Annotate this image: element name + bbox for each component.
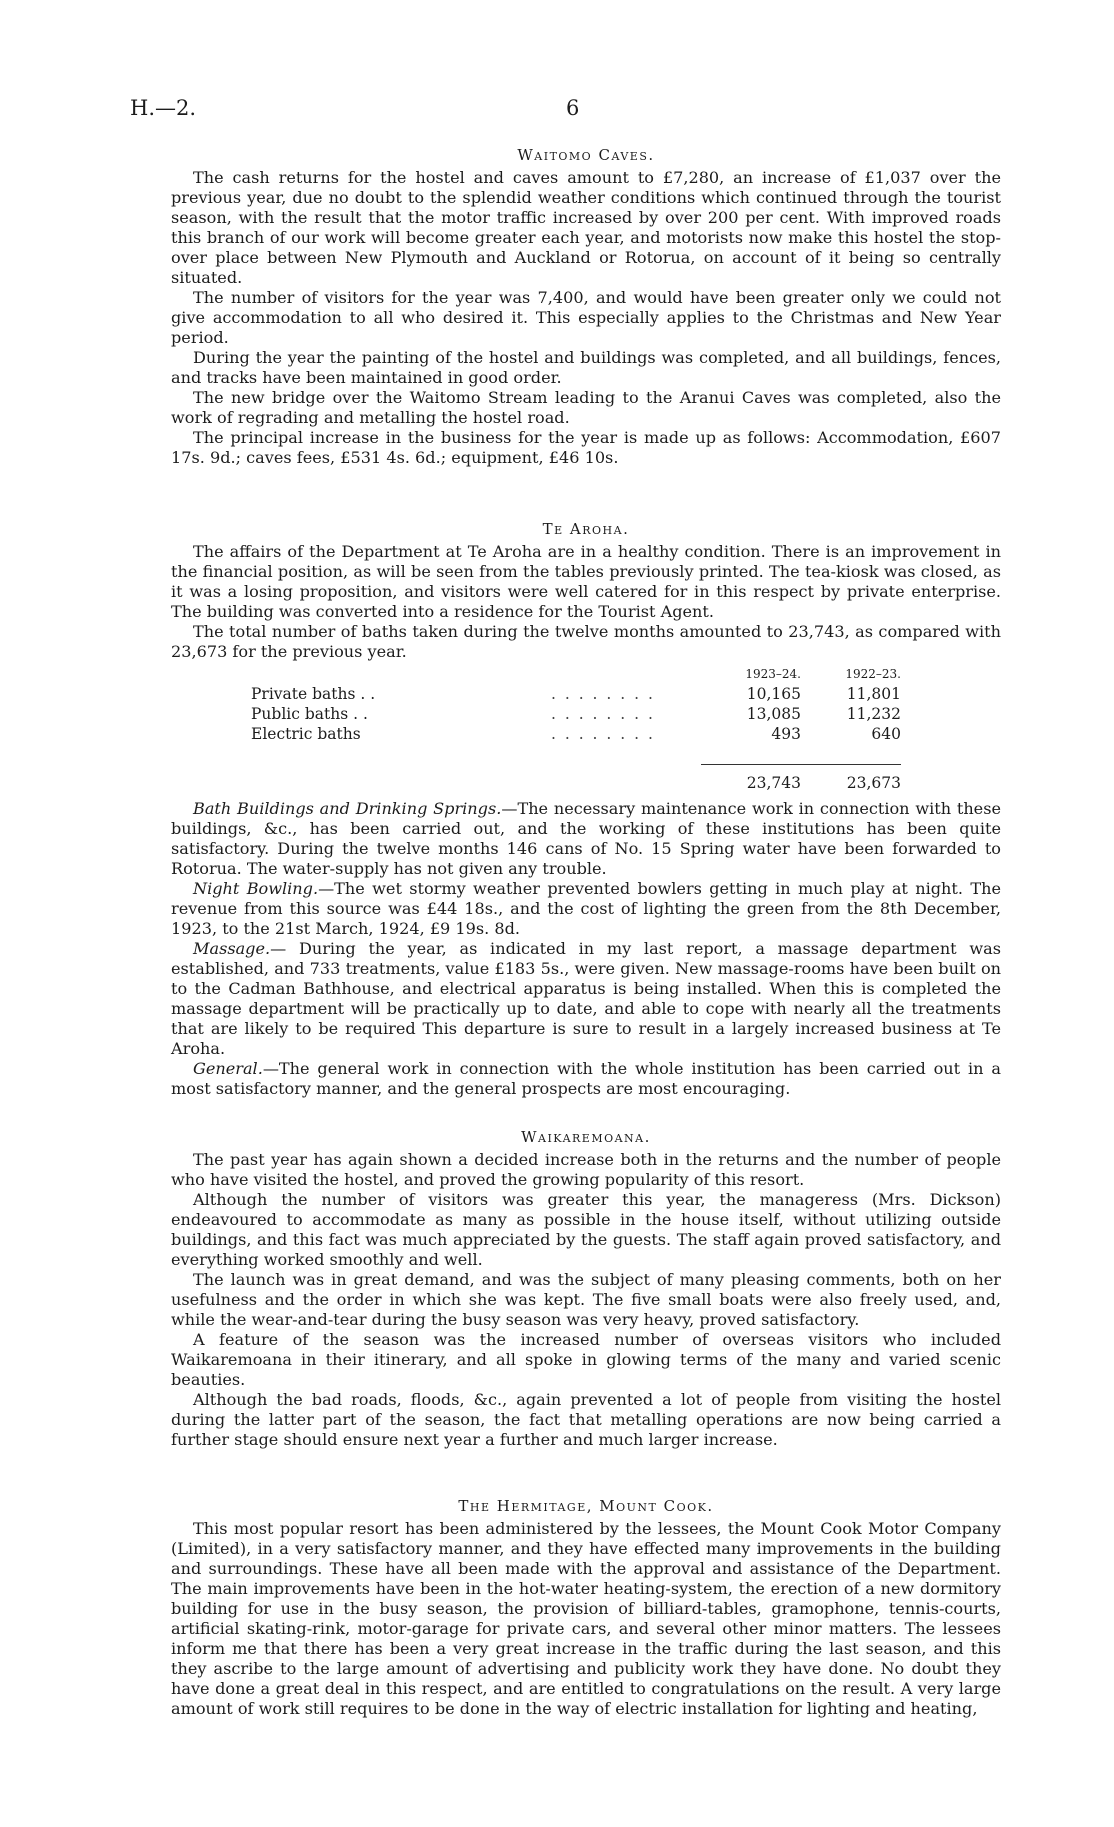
- paragraph: [171, 799, 1001, 879]
- cell-value: 11,801: [846, 685, 901, 703]
- cell-value: 11,232: [846, 705, 901, 723]
- section-hermitage: [171, 1497, 1001, 1719]
- section-heading: Waitomo Caves.: [517, 146, 655, 164]
- paragraph: This most popular resort has been administered by the lessees, the Mount Cook Motor Company (Limited), in a very satisfactory manner, and they have effected many improvements in the building and surroundings. These have all been made with the approval and assistance of the Department. The main improvements have been in the hot-water heating-system, the erection of a new dormitory building for use in the busy season, the provision of billiard-tables, gramophone, tennis-courts, artificial skating-rink, motor-garage for private cars, and several other minor matters. The lessees inform me that there has been a very great increase in the traffic during the last season, and this they ascribe to the large amount of advertising and publicity work they have done. No doubt they have done a great deal in this respect, and are entitled to congratulations on the result. A very large amount of work still requires to be done in the way of electric installation for lighting and heating,: [171, 1519, 1001, 1718]
- leader-dots: . . . . . . . .: [551, 705, 655, 723]
- subheading: Massage.: [193, 938, 271, 958]
- paragraph: [171, 879, 1001, 939]
- section-waikaremoana: [171, 1128, 1001, 1450]
- paragraph-text: — During the year, as indicated in my last report, a massage department was established, and 733 treatments, value £183 5s., were given. New massage-rooms have been built on to the Cadman Bathhouse, and electrical apparatus is being installed. When this is completed the massage department will be practically up to date, and able to cope with nearly all the treatments that are likely to be required This departure is sure to result in a largely increased business at Te Aroha.: [171, 938, 1001, 1058]
- baths-table: [251, 664, 901, 793]
- section-heading: The Hermitage, Mount Cook.: [458, 1497, 714, 1515]
- paragraph: Although the bad roads, floods, &c., again prevented a lot of people from visiting the hostel during the latter part of the season, the fact that metalling operations are now being carried a further stage should ensure next year a further and much larger increase.: [171, 1390, 1001, 1449]
- paragraph: [171, 939, 1001, 1059]
- row-label: Electric baths: [251, 725, 361, 743]
- paragraph-text: —The general work in connection with the whole institution has been carried out in a most satisfactory manner, and the general prospects are most encouraging.: [171, 1058, 1001, 1098]
- subheading: General.: [193, 1058, 263, 1078]
- paragraph: [171, 1059, 1001, 1099]
- table-row: [251, 724, 901, 744]
- paragraph: A feature of the season was the increased number of overseas visitors who included Waikaremoana in their itinerary, and all spoke in glowing terms of the many and varied scenic beauties.: [171, 1330, 1001, 1389]
- page-number: 6: [566, 96, 580, 120]
- section-waitomo-caves: [171, 146, 1001, 468]
- row-label: Private baths . .: [251, 685, 376, 703]
- document-reference: H.—2.: [130, 96, 197, 120]
- section-heading: Te Aroha.: [542, 520, 630, 538]
- cell-value: 493: [771, 725, 801, 743]
- paragraph: The principal increase in the business for the year is made up as follows: Accommodation, £607 17s. 9d.; caves fees, £531 4s. 6d.; equipment, £46 10s.: [171, 428, 1001, 467]
- leader-dots: . . . . . . . .: [551, 725, 655, 743]
- leader-dots: . . . . . . . .: [551, 685, 655, 703]
- paragraph: Although the number of visitors was greater this year, the manageress (Mrs. Dickson) endeavoured to accommodate as many as possible in the house itself, without utilizing outside buildings, and this fact was much appreciated by the guests. The staff again proved satisfactory, and everything worked smoothly and well.: [171, 1190, 1001, 1269]
- paragraph-text: —The necessary maintenance work in connection with these buildings, &c., has been carried out, and the working of these institutions has been quite satisfactory. During the twelve months 146 cans of No. 15 Spring water have been forwarded to Rotorua. The water-supply has not given any trouble.: [171, 798, 1001, 878]
- paragraph-text: —The wet stormy weather prevented bowlers getting in much play at night. The revenue from this source was £44 18s., and the cost of lighting the green from the 8th December, 1923, to the 21st March, 1924, £9 19s. 8d.: [171, 878, 1001, 938]
- paragraph: The affairs of the Department at Te Aroha are in a healthy condition. There is an improvement in the financial position, as will be seen from the tables previously printed. The tea-kiosk was closed, as it was a losing proposition, and visitors were well catered for in this respect by private enterprise. The building was converted into a residence for the Tourist Agent.: [171, 542, 1001, 621]
- section-heading: Waikaremoana.: [521, 1128, 651, 1146]
- section-te-aroha: [171, 520, 1001, 1099]
- total-value: 23,673: [846, 773, 901, 792]
- paragraph: During the year the painting of the hostel and buildings was completed, and all buildings, fences, and tracks have been maintained in good order.: [171, 348, 1001, 387]
- cell-value: 13,085: [746, 705, 801, 723]
- paragraph: The launch was in great demand, and was the subject of many pleasing comments, both on her usefulness and the order in which she was kept. The five small boats were also freely used, and, while the wear-and-tear during the busy season was very heavy, proved satisfactory.: [171, 1270, 1001, 1329]
- paragraph: The new bridge over the Waitomo Stream leading to the Aranui Caves was completed, also the work of regrading and metalling the hostel road.: [171, 388, 1001, 427]
- total-rule-row: [251, 744, 901, 764]
- table-row: [251, 704, 901, 724]
- subheading: Bath Buildings and Drinking Springs.: [193, 798, 502, 818]
- subheading: Night Bowling.: [193, 878, 319, 898]
- cell-value: 640: [871, 725, 901, 743]
- paragraph: The number of visitors for the year was 7,400, and would have been greater only we could not give accommodation to all who desired it. This especially applies to the Christmas and New Year period.: [171, 288, 1001, 347]
- column-header: 1923–24.: [745, 667, 801, 681]
- cell-value: 10,165: [746, 685, 801, 703]
- column-header: 1922–23.: [845, 667, 901, 681]
- paragraph: The cash returns for the hostel and caves amount to £7,280, an increase of £1,037 over the previous year, due no doubt to the splendid weather conditions which continued through the tourist season, with the result that the motor traffic increased by over 200 per cent. With improved roads this branch of our work will become greater each year, and motorists now make this hostel the stop-over place between New Plymouth and Auckland or Rotorua, on account of it being so centrally situated.: [171, 168, 1001, 287]
- paragraph: The total number of baths taken during the twelve months amounted to 23,743, as compared with 23,673 for the previous year.: [171, 622, 1001, 661]
- paragraph: The past year has again shown a decided increase both in the returns and the number of people who have visited the hostel, and proved the growing popularity of this resort.: [171, 1150, 1001, 1189]
- table-header-row: [251, 664, 901, 684]
- row-label: Public baths . .: [251, 705, 368, 723]
- total-value: 23,743: [746, 773, 801, 792]
- table-total-row: [251, 764, 901, 793]
- table-row: [251, 684, 901, 704]
